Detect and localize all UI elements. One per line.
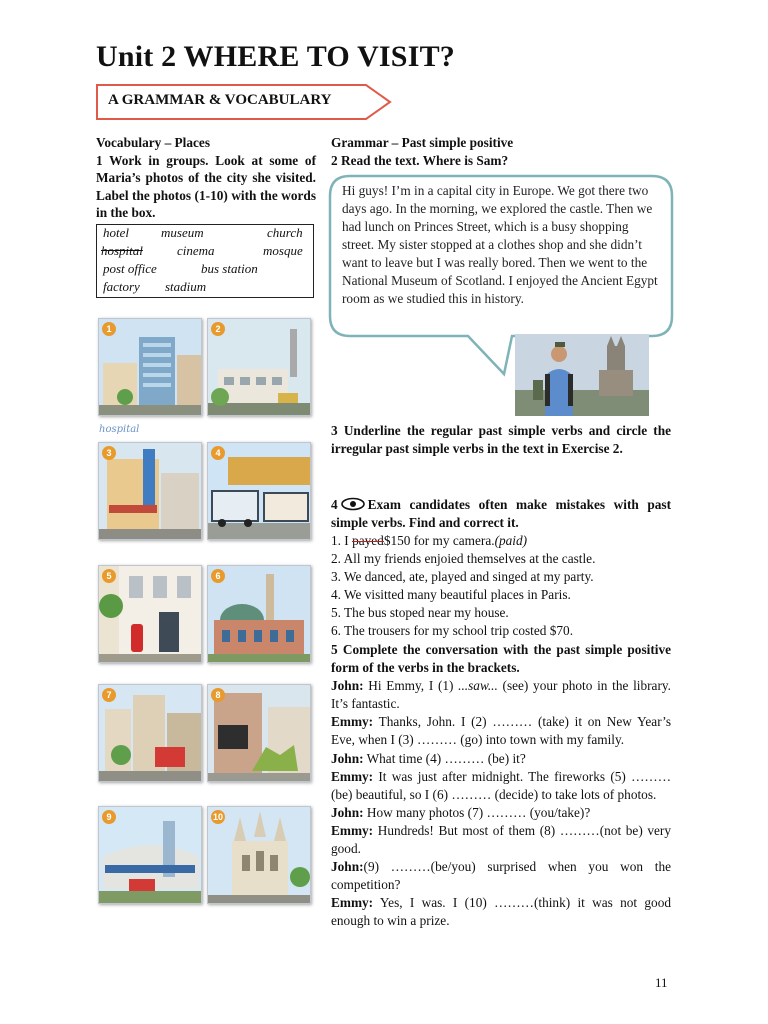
exercise-4-heading-text: Exam candidates often make mistakes with past simple verbs. Find and correct it. — [331, 497, 671, 530]
person-photo-icon — [515, 334, 649, 416]
dialogue-line — [331, 894, 671, 930]
dialogue-line — [331, 804, 671, 822]
line-text: Yes, I was. I (10) ………(think) it was not good enough to win a prize. — [331, 895, 671, 929]
bus-station-icon — [208, 443, 311, 540]
line-text: (9) ………(be/you) surprised when you won the competition? — [331, 859, 671, 893]
word-factory: factory — [103, 279, 140, 294]
photo-6-mosque — [207, 565, 311, 663]
section-banner-label: A GRAMMAR & VOCABULARY — [108, 92, 332, 108]
line-text: What time (4) ……… (be) it? — [363, 750, 526, 766]
line-text: It was just after midnight. The fireworks (5) ……… (be) beautiful, so I (6) ……… (decide) to take lots of photos. — [331, 768, 671, 802]
photo-3-cinema — [98, 442, 202, 540]
cinema-icon — [99, 443, 202, 540]
photo-badge: 6 — [211, 569, 225, 583]
dialogue-line — [331, 750, 671, 768]
bubble-text: Hi guys! I’m in a capital city in Europe. We got there two days ago. In the morning, we explored the castle. Then we had lunch on Princes Street, which is a busy shopping street. My sister stopped at a clothes shop and she didn’t want to leave but I was really bored. Then we went to the National Museum of Scotland. I enjoyed the Ancient Egypt room as we studied this in history. — [342, 183, 658, 306]
exercise-4-item-4: 4. We visitted many beautiful places in Paris. — [331, 587, 571, 602]
stadium-icon — [99, 807, 202, 904]
museum-icon — [208, 685, 311, 782]
word-mosque: mosque — [263, 243, 303, 258]
word-museum: museum — [161, 225, 204, 240]
unit-title: Unit 2 WHERE TO VISIT? — [96, 40, 455, 73]
speaker-john: John: — [331, 678, 364, 694]
word-church: church — [267, 225, 303, 240]
eye-icon — [340, 497, 366, 511]
line-text: (see) your photo in the library. It’s fantastic. — [331, 678, 671, 712]
grammar-instruction: 2 Read the text. Where is Sam? — [331, 152, 509, 168]
photo-2-factory — [207, 318, 311, 416]
item-1-pre: 1. I — [331, 533, 353, 548]
dialogue-line — [331, 677, 671, 713]
photo-badge: 3 — [102, 446, 116, 460]
hotel-icon — [99, 319, 202, 416]
photo-badge: 7 — [102, 688, 116, 702]
vocabulary-instruction: 1 Work in groups. Look at some of Maria’s photos of the city she visited. Label the photos (1-10) with the words in the box. — [96, 152, 316, 221]
photo-badge: 2 — [211, 322, 225, 336]
item-1-wrong-word: payed — [352, 533, 384, 548]
grammar-heading: Grammar – Past simple positive — [331, 135, 514, 150]
dialogue-line — [331, 713, 671, 749]
photo-badge: 1 — [102, 322, 116, 336]
word-bus-station: bus station — [201, 261, 258, 276]
line-text: Hi Emmy, I (1) — [363, 678, 459, 694]
word-hospital: hospital — [101, 243, 143, 258]
photo-10-church — [207, 806, 311, 904]
speaker-emmy: Emmy: — [331, 768, 374, 784]
post-office-icon — [99, 566, 202, 663]
line-text: Hundreds! But most of them (8) ………(not be) very good. — [331, 822, 671, 857]
city-street-icon — [99, 685, 202, 782]
page-number: 11 — [655, 975, 668, 990]
exercise-4-item-2: 2. All my friends enjoied themselves at the castle. — [331, 551, 596, 566]
line-text: How many photos (7) ……… (you/take)? — [363, 804, 591, 820]
exercise-5 — [331, 641, 671, 931]
photo-5-post-office — [98, 565, 202, 663]
exercise-3: 3 Underline the regular past simple verbs and circle the irregular past simple verbs in the text in Exercise 2. — [331, 423, 671, 456]
vocabulary-section — [96, 134, 316, 222]
photo-1-hotel — [98, 318, 202, 416]
speaker-emmy: Emmy: — [331, 895, 374, 911]
photo-9-stadium — [98, 806, 202, 904]
section-banner — [96, 84, 392, 120]
handwritten-answer: hospital — [99, 424, 140, 435]
dialogue-line — [331, 858, 671, 894]
example-answer: ...saw... — [458, 678, 498, 694]
grammar-section — [331, 134, 671, 169]
item-1-correction: (paid) — [494, 533, 528, 548]
exercise-4-number: 4 — [331, 497, 338, 512]
sam-photo — [515, 334, 649, 416]
line-text: Thanks, John. I (2) ……… (take) it on New Year’s Eve, when I (3) ……… (go) into town with my family. — [331, 714, 671, 748]
speaker-john: John: — [331, 859, 364, 875]
exercise-4-item-1 — [331, 532, 671, 550]
mosque-icon — [208, 566, 311, 663]
photo-badge: 5 — [102, 569, 116, 583]
photo-badge: 9 — [102, 810, 116, 824]
exercise-4-item-6: 6. The trousers for my school trip costed $70. — [331, 623, 574, 638]
vocabulary-heading: Vocabulary – Places — [96, 135, 211, 150]
photo-4-bus-station — [207, 442, 311, 540]
photo-badge: 8 — [211, 688, 225, 702]
exercise-4 — [331, 496, 671, 640]
speaker-john: John: — [331, 804, 364, 820]
word-stadium: stadium — [165, 279, 207, 294]
factory-icon — [208, 319, 311, 416]
speaker-john: John: — [331, 750, 364, 766]
exercise-5-heading: 5 Complete the conversation with the past simple positive form of the verbs in the brackets. — [331, 642, 671, 676]
photo-badge: 4 — [211, 446, 225, 460]
word-post-office: post office — [103, 261, 157, 276]
photo-7-city-street — [98, 684, 202, 782]
dialogue-line — [331, 822, 671, 858]
exercise-4-heading — [331, 496, 671, 532]
speaker-emmy: Emmy: — [331, 822, 374, 838]
photo-8-museum — [207, 684, 311, 782]
word-hotel: hotel — [103, 225, 129, 240]
word-box — [96, 224, 314, 298]
exercise-4-item-3: 3. We danced, ate, played and singed at my party. — [331, 569, 594, 584]
photo-badge: 10 — [212, 812, 223, 822]
exercise-4-item-5: 5. The bus stoped near my house. — [331, 605, 509, 620]
church-icon — [208, 807, 311, 904]
word-cinema: cinema — [177, 243, 215, 258]
speaker-emmy: Emmy: — [331, 714, 374, 730]
dialogue-line — [331, 768, 671, 804]
item-1-post: $150 for my camera. — [383, 533, 495, 548]
